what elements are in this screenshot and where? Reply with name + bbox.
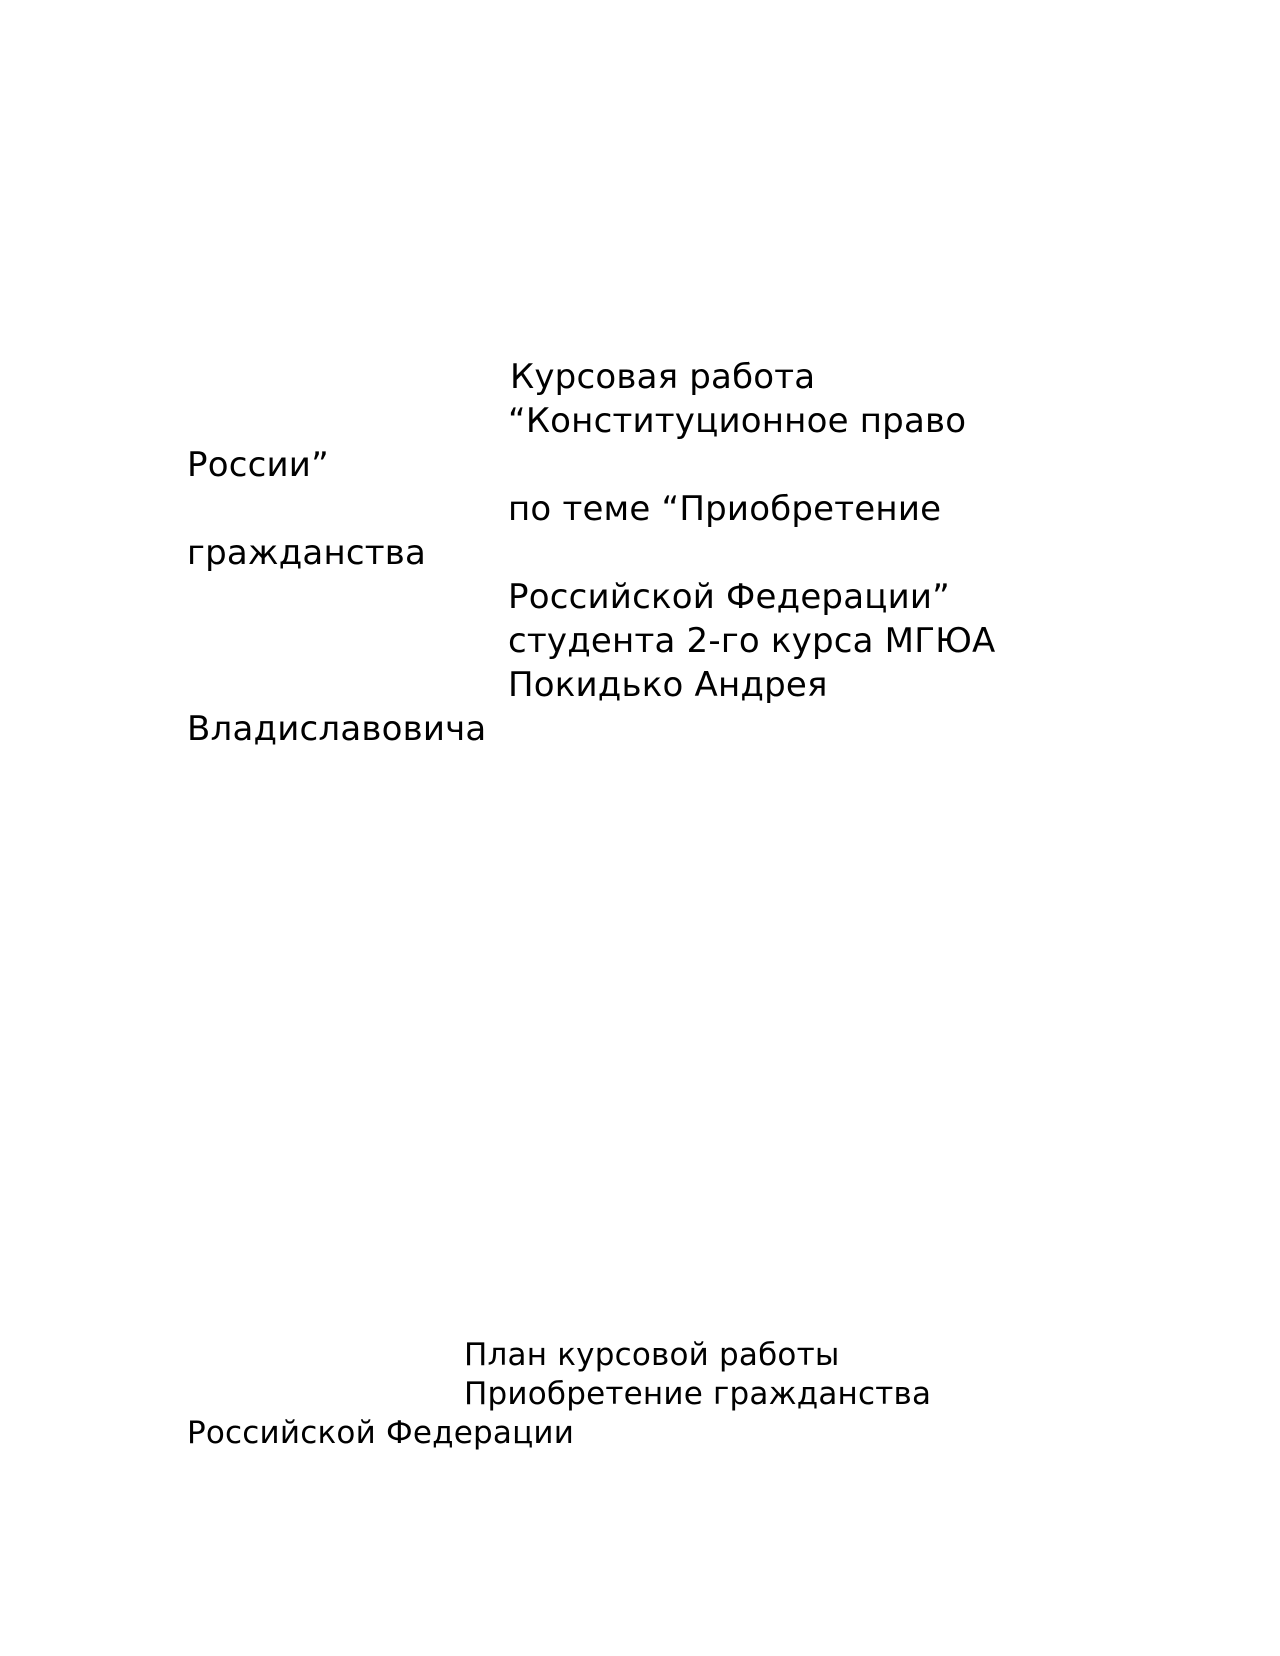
title-line-subject: “Конституционное право: [508, 401, 967, 441]
title-line-topic-cont: гражданства: [187, 533, 427, 573]
title-line-topic: по теме “Приобретение: [508, 489, 942, 529]
plan-line-topic: Приобретение гражданства: [464, 1376, 932, 1412]
plan-heading: План курсовой работы: [464, 1337, 840, 1373]
title-line-topic-end: Российской Федерации”: [508, 577, 950, 617]
title-line-course-work: Курсовая работа: [510, 357, 816, 397]
title-line-author-patronymic: Владиславовича: [187, 709, 487, 749]
title-line-subject-cont: России”: [187, 445, 329, 485]
title-line-author-name: Покидько Андрея: [508, 665, 828, 705]
title-line-student: студента 2-го курса МГЮА: [508, 621, 996, 661]
plan-line-topic-cont: Российской Федерации: [187, 1415, 575, 1451]
